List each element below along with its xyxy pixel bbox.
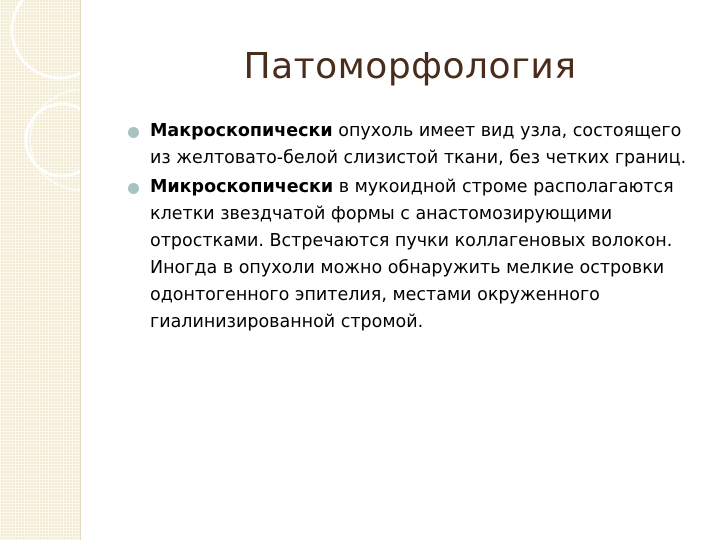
bullet-text: опухоль имеет вид узла, состоящего из желтовато-белой слизистой ткани, без четких границ. [150,121,687,168]
bullet-text: в мукоидной строме располагаются клетки звездчатой формы с анастомозирующими отростками. Встречаются пучки коллагеновых волокон. Иногда в опухоли можно обнаружить мелкие островки одонтогенного эпителия, местами окруженного гиалинизированной стромой. [150,177,674,332]
bullet-term: Микроскопически [150,177,334,197]
bullet-dot-icon [128,183,139,194]
bullet-dot-icon [128,127,139,138]
bullet-item-microscopic [128,174,703,336]
decorative-side-band [0,0,81,540]
slide-title: Патоморфология [243,46,577,87]
decorative-circles-icon [0,0,80,540]
bullet-item-macroscopic [128,118,703,172]
bullet-term: Макроскопически [150,121,333,141]
bullet-list [128,118,703,338]
